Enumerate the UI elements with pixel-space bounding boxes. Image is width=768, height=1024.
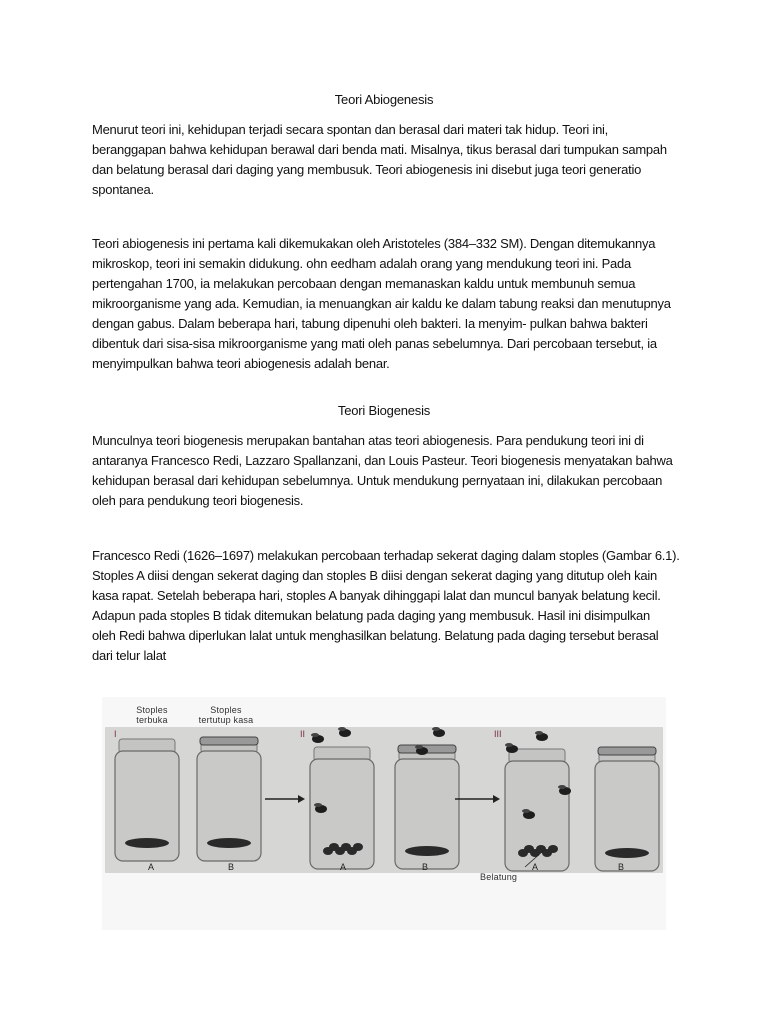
fly-icon (415, 745, 423, 749)
paragraph (92, 431, 692, 511)
gauze-cover (598, 747, 656, 755)
text-line: pertengahan 1700, ia melakukan percobaan dengan memanaskan kaldu untuk membunuh semua (92, 276, 636, 291)
text-line: beranggapan bahwa kehidupan berawal dari benda mati. Misalnya, tikus berasal dari tumpukan sampah (92, 142, 667, 157)
meat (125, 838, 169, 848)
jar-letter: B (618, 862, 625, 872)
jars-illustration (105, 727, 663, 873)
fly-icon (311, 733, 319, 737)
meat (605, 848, 649, 858)
text-line: kasa rapat. Setelah beberapa hari, stoples A banyak dihinggapi lalat dan muncul banyak belatung kecil. (92, 588, 661, 603)
paragraph (92, 234, 692, 374)
text-line: oleh para pendukung teori biogenesis. (92, 493, 304, 508)
text-line: dan belatung berasal dari daging yang membusuk. Teori abiogenesis ini disebut juga teori generatio (92, 162, 642, 177)
text-line: Francesco Redi (1626–1697) melakukan percobaan terhadap sekerat daging dalam stoples (Gambar 6.1). (92, 548, 680, 563)
maggots (548, 845, 558, 853)
meat (207, 838, 251, 848)
redi-experiment-figure (102, 697, 666, 930)
text-line: Stoples A diisi dengan sekerat daging dan stoples B diisi dengan sekerat daging yang ditutup oleh kain (92, 568, 657, 583)
text-line: Teori abiogenesis ini pertama kali dikemukakan oleh Aristoteles (384–332 SM). Dengan ditemukannya (92, 236, 656, 251)
text-line: mikroskop, teori ini semakin didukung. ohn eedham adalah orang yang mendukung teori ini. Pada (92, 256, 631, 271)
arrow-icon (493, 795, 500, 803)
fly-icon (558, 785, 566, 789)
fly-icon (535, 731, 543, 735)
jar-letter: A (148, 862, 155, 872)
stage-label: III (494, 729, 502, 739)
jar-letter: A (340, 862, 347, 872)
text-line: dengan gabus. Dalam beberapa hari, tabung dipenuhi oleh bakteri. Ia menyim- pulkan bahwa bakteri (92, 316, 648, 331)
fly-icon (314, 803, 322, 807)
jar-letter: A (532, 862, 539, 872)
jar-illustration-strip (105, 727, 663, 873)
fly-icon (522, 809, 530, 813)
stage-label: I (114, 729, 117, 739)
label-line: terbuka (136, 715, 168, 725)
paragraph (92, 546, 692, 666)
label-open-jar (122, 705, 182, 725)
text-line: dibentuk dari sisa-sisa mikroorganisme yang mati oleh panas sebelumnya. Dari percobaan tersebut, ia (92, 336, 657, 351)
text-line: antaranya Francesco Redi, Lazzaro Spallanzani, dan Louis Pasteur. Teori biogenesis menyatakan bahwa (92, 453, 673, 468)
label-line: tertutup kasa (198, 715, 254, 725)
maggot-label: Belatung (480, 872, 518, 882)
label-line: Stoples (210, 705, 242, 715)
text-line: Menurut teori ini, kehidupan terjadi secara spontan dan berasal dari materi tak hidup. Teori ini, (92, 122, 609, 137)
label-closed-jar (190, 705, 262, 725)
text-line: Munculnya teori biogenesis merupakan bantahan atas teori abiogenesis. Para pendukung teori ini di (92, 433, 644, 448)
section-title-biogenesis: Teori Biogenesis (337, 403, 431, 418)
fly-icon (432, 727, 440, 731)
fly-icon (338, 727, 346, 731)
gauze-cover (200, 737, 258, 745)
text-line: kehidupan berasal dari kehidupan sebelumnya. Untuk mendukung pernyataan ini, dilakukan percobaan (92, 473, 663, 488)
arrow-icon (298, 795, 305, 803)
section-title-abiogenesis: Teori Abiogenesis (334, 92, 434, 107)
jar-letter: B (228, 862, 235, 872)
label-line: Stoples (136, 705, 168, 715)
jar-letter: B (422, 862, 429, 872)
text-line: Adapun pada stoples B tidak ditemukan belatung pada daging yang membusuk. Hasil ini disimpulkan (92, 608, 651, 623)
text-line: mikroorganisme yang ada. Kemudian, ia menuangkan air kaldu ke dalam tabung reaksi dan menutupnya (92, 296, 671, 311)
text-line: menyimpulkan bahwa teori abiogenesis adalah benar. (92, 356, 390, 371)
text-line: spontanea. (92, 182, 154, 197)
text-line: oleh Redi bahwa diperlukan lalat untuk menghasilkan belatung. Belatung pada daging tersebut berasal (92, 628, 659, 643)
meat (405, 846, 449, 856)
maggots (353, 843, 363, 851)
paragraph (92, 120, 692, 200)
text-line: dari telur lalat (92, 648, 167, 663)
fly-icon (505, 743, 513, 747)
stage-label: II (300, 729, 306, 739)
